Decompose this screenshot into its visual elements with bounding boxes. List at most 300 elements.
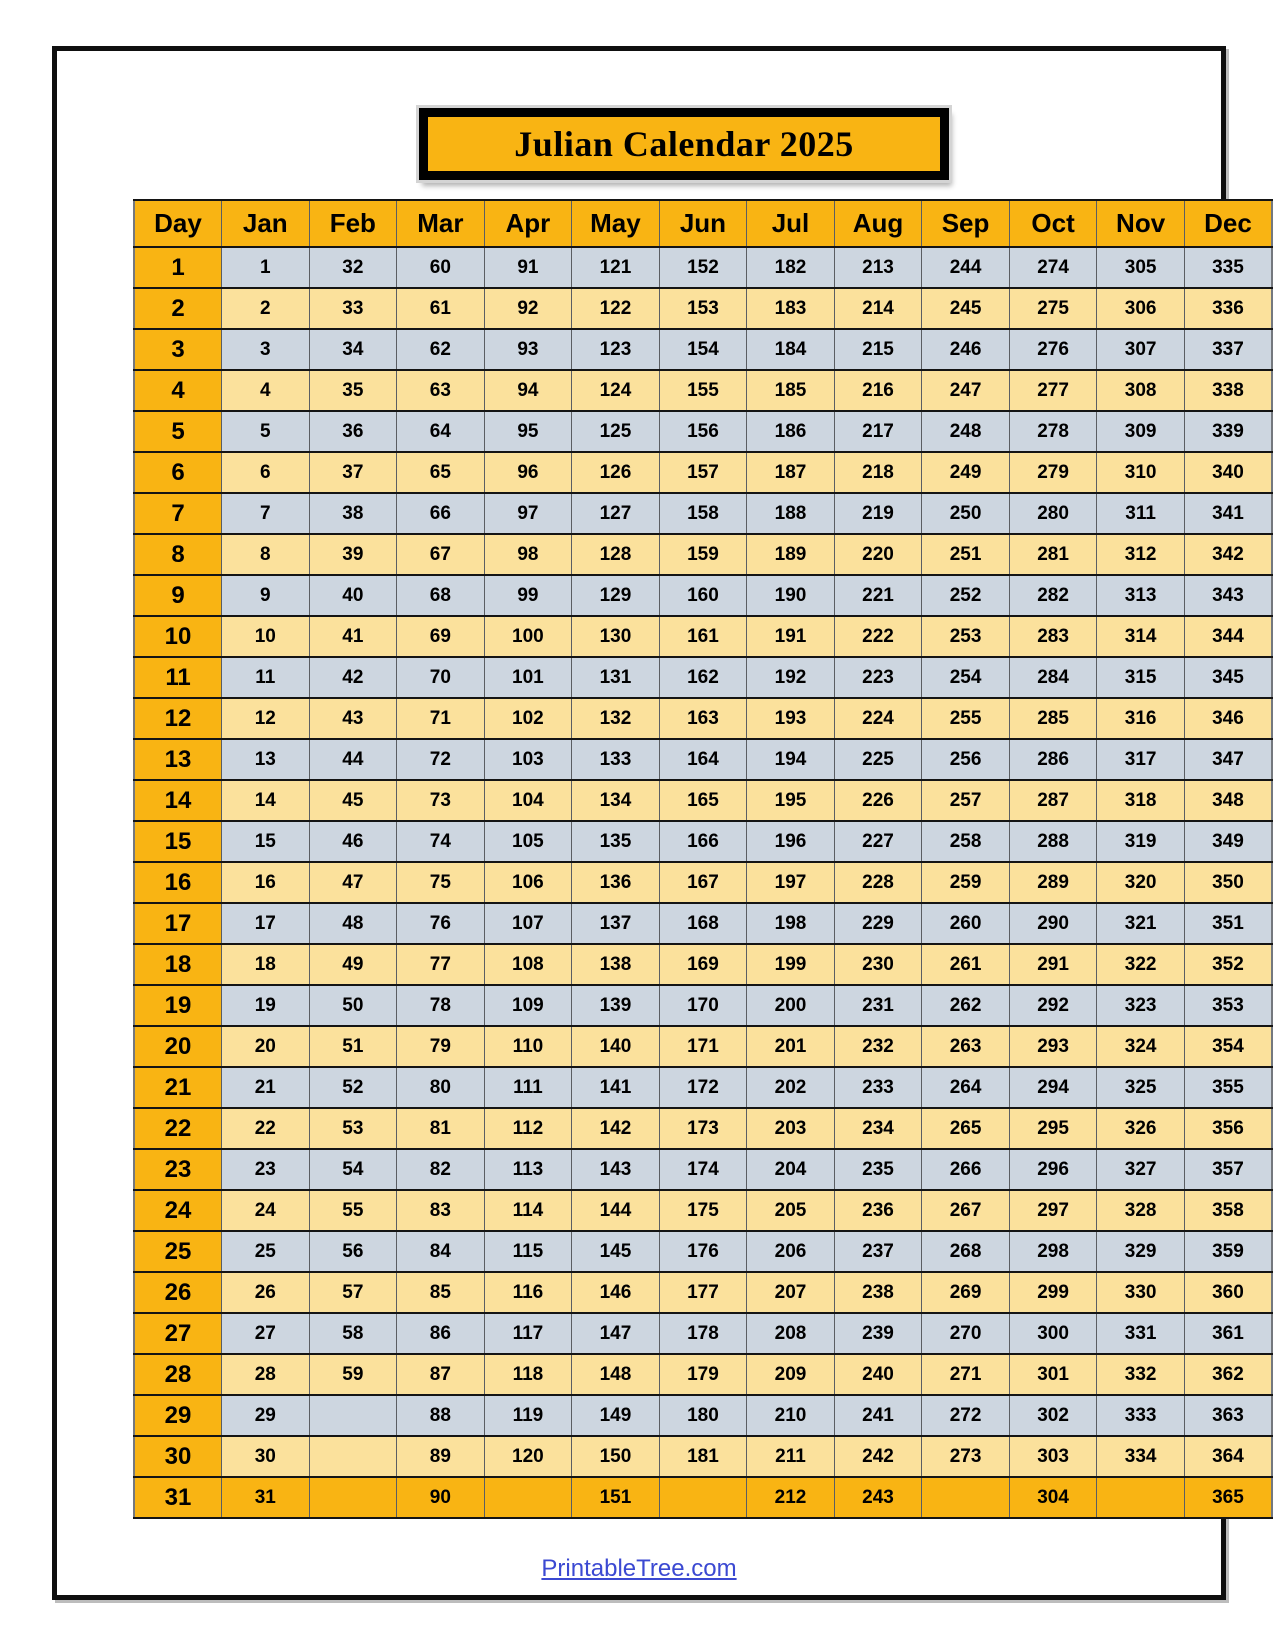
cell-aug-11: 223 <box>834 657 922 698</box>
cell-nov-15: 319 <box>1097 821 1185 862</box>
cell-oct-11: 284 <box>1009 657 1097 698</box>
cell-oct-8: 281 <box>1009 534 1097 575</box>
cell-nov-14: 318 <box>1097 780 1185 821</box>
column-header-jan: Jan <box>222 200 310 247</box>
cell-sep-28: 271 <box>922 1354 1010 1395</box>
cell-apr-11: 101 <box>484 657 572 698</box>
cell-may-6: 126 <box>572 452 660 493</box>
column-header-jul: Jul <box>747 200 835 247</box>
cell-apr-18: 108 <box>484 944 572 985</box>
cell-may-10: 130 <box>572 616 660 657</box>
cell-dec-17: 351 <box>1184 903 1272 944</box>
cell-oct-6: 279 <box>1009 452 1097 493</box>
cell-jan-25: 25 <box>222 1231 310 1272</box>
cell-sep-14: 257 <box>922 780 1010 821</box>
cell-aug-1: 213 <box>834 247 922 288</box>
table-row-day-10 <box>134 616 1272 657</box>
cell-nov-13: 317 <box>1097 739 1185 780</box>
cell-jul-24: 205 <box>747 1190 835 1231</box>
cell-mar-30: 89 <box>397 1436 485 1477</box>
cell-apr-9: 99 <box>484 575 572 616</box>
cell-dec-14: 348 <box>1184 780 1272 821</box>
column-header-dec: Dec <box>1184 200 1272 247</box>
cell-aug-30: 242 <box>834 1436 922 1477</box>
cell-feb-25: 56 <box>309 1231 397 1272</box>
cell-may-30: 150 <box>572 1436 660 1477</box>
cell-jun-27: 178 <box>659 1313 747 1354</box>
cell-aug-14: 226 <box>834 780 922 821</box>
cell-nov-1: 305 <box>1097 247 1185 288</box>
cell-dec-8: 342 <box>1184 534 1272 575</box>
cell-nov-16: 320 <box>1097 862 1185 903</box>
cell-mar-31: 90 <box>397 1477 485 1518</box>
cell-jun-8: 159 <box>659 534 747 575</box>
cell-jul-17: 198 <box>747 903 835 944</box>
cell-jul-26: 207 <box>747 1272 835 1313</box>
cell-apr-5: 95 <box>484 411 572 452</box>
cell-apr-8: 98 <box>484 534 572 575</box>
cell-oct-12: 285 <box>1009 698 1097 739</box>
cell-jul-19: 200 <box>747 985 835 1026</box>
cell-sep-4: 247 <box>922 370 1010 411</box>
cell-mar-12: 71 <box>397 698 485 739</box>
table-row-day-25 <box>134 1231 1272 1272</box>
cell-apr-19: 109 <box>484 985 572 1026</box>
cell-jun-3: 154 <box>659 329 747 370</box>
cell-mar-1: 60 <box>397 247 485 288</box>
cell-jan-8: 8 <box>222 534 310 575</box>
column-header-may: May <box>572 200 660 247</box>
cell-may-12: 132 <box>572 698 660 739</box>
calendar-header-row <box>134 200 1272 247</box>
day-label-29: 29 <box>134 1395 222 1436</box>
cell-feb-9: 40 <box>309 575 397 616</box>
cell-sep-1: 244 <box>922 247 1010 288</box>
table-row-day-21 <box>134 1067 1272 1108</box>
cell-aug-21: 233 <box>834 1067 922 1108</box>
cell-sep-13: 256 <box>922 739 1010 780</box>
table-row-day-6 <box>134 452 1272 493</box>
cell-apr-20: 110 <box>484 1026 572 1067</box>
cell-aug-15: 227 <box>834 821 922 862</box>
cell-jul-2: 183 <box>747 288 835 329</box>
cell-oct-2: 275 <box>1009 288 1097 329</box>
cell-nov-25: 329 <box>1097 1231 1185 1272</box>
cell-may-26: 146 <box>572 1272 660 1313</box>
cell-jan-28: 28 <box>222 1354 310 1395</box>
table-row-day-8 <box>134 534 1272 575</box>
table-row-day-18 <box>134 944 1272 985</box>
cell-nov-7: 311 <box>1097 493 1185 534</box>
day-label-13: 13 <box>134 739 222 780</box>
cell-sep-30: 273 <box>922 1436 1010 1477</box>
cell-nov-11: 315 <box>1097 657 1185 698</box>
column-header-mar: Mar <box>397 200 485 247</box>
cell-oct-7: 280 <box>1009 493 1097 534</box>
cell-nov-17: 321 <box>1097 903 1185 944</box>
cell-mar-9: 68 <box>397 575 485 616</box>
cell-jul-30: 211 <box>747 1436 835 1477</box>
cell-dec-1: 335 <box>1184 247 1272 288</box>
cell-oct-1: 274 <box>1009 247 1097 288</box>
cell-jun-5: 156 <box>659 411 747 452</box>
cell-mar-3: 62 <box>397 329 485 370</box>
cell-sep-24: 267 <box>922 1190 1010 1231</box>
cell-sep-2: 245 <box>922 288 1010 329</box>
cell-jul-7: 188 <box>747 493 835 534</box>
day-label-5: 5 <box>134 411 222 452</box>
cell-oct-30: 303 <box>1009 1436 1097 1477</box>
cell-jan-16: 16 <box>222 862 310 903</box>
cell-jun-23: 174 <box>659 1149 747 1190</box>
page-border-frame <box>52 46 1252 1600</box>
cell-mar-5: 64 <box>397 411 485 452</box>
cell-apr-12: 102 <box>484 698 572 739</box>
cell-may-14: 134 <box>572 780 660 821</box>
cell-sep-26: 269 <box>922 1272 1010 1313</box>
cell-nov-27: 331 <box>1097 1313 1185 1354</box>
cell-nov-12: 316 <box>1097 698 1185 739</box>
cell-mar-23: 82 <box>397 1149 485 1190</box>
cell-feb-13: 44 <box>309 739 397 780</box>
julian-calendar-table <box>133 199 1273 1519</box>
cell-sep-10: 253 <box>922 616 1010 657</box>
cell-aug-4: 216 <box>834 370 922 411</box>
cell-sep-3: 246 <box>922 329 1010 370</box>
cell-aug-29: 241 <box>834 1395 922 1436</box>
cell-dec-26: 360 <box>1184 1272 1272 1313</box>
cell-feb-12: 43 <box>309 698 397 739</box>
cell-feb-1: 32 <box>309 247 397 288</box>
cell-oct-19: 292 <box>1009 985 1097 1026</box>
day-label-25: 25 <box>134 1231 222 1272</box>
cell-feb-11: 42 <box>309 657 397 698</box>
cell-jun-17: 168 <box>659 903 747 944</box>
day-label-23: 23 <box>134 1149 222 1190</box>
cell-dec-7: 341 <box>1184 493 1272 534</box>
day-label-28: 28 <box>134 1354 222 1395</box>
cell-dec-10: 344 <box>1184 616 1272 657</box>
table-row-day-30 <box>134 1436 1272 1477</box>
cell-jul-22: 203 <box>747 1108 835 1149</box>
cell-may-31: 151 <box>572 1477 660 1518</box>
cell-dec-12: 346 <box>1184 698 1272 739</box>
cell-jul-25: 206 <box>747 1231 835 1272</box>
cell-mar-22: 81 <box>397 1108 485 1149</box>
cell-nov-23: 327 <box>1097 1149 1185 1190</box>
cell-mar-7: 66 <box>397 493 485 534</box>
cell-apr-2: 92 <box>484 288 572 329</box>
cell-mar-11: 70 <box>397 657 485 698</box>
cell-apr-7: 97 <box>484 493 572 534</box>
cell-jul-21: 202 <box>747 1067 835 1108</box>
cell-sep-21: 264 <box>922 1067 1010 1108</box>
cell-sep-31 <box>922 1477 1010 1518</box>
cell-dec-22: 356 <box>1184 1108 1272 1149</box>
cell-aug-2: 214 <box>834 288 922 329</box>
cell-mar-6: 65 <box>397 452 485 493</box>
cell-jul-5: 186 <box>747 411 835 452</box>
cell-nov-9: 313 <box>1097 575 1185 616</box>
cell-jun-29: 180 <box>659 1395 747 1436</box>
day-label-2: 2 <box>134 288 222 329</box>
cell-apr-14: 104 <box>484 780 572 821</box>
cell-aug-31: 243 <box>834 1477 922 1518</box>
cell-aug-6: 218 <box>834 452 922 493</box>
cell-jan-22: 22 <box>222 1108 310 1149</box>
cell-feb-16: 47 <box>309 862 397 903</box>
cell-sep-25: 268 <box>922 1231 1010 1272</box>
cell-sep-20: 263 <box>922 1026 1010 1067</box>
cell-dec-16: 350 <box>1184 862 1272 903</box>
day-label-15: 15 <box>134 821 222 862</box>
cell-dec-20: 354 <box>1184 1026 1272 1067</box>
cell-jan-17: 17 <box>222 903 310 944</box>
cell-apr-30: 120 <box>484 1436 572 1477</box>
cell-jan-2: 2 <box>222 288 310 329</box>
cell-sep-19: 262 <box>922 985 1010 1026</box>
cell-may-22: 142 <box>572 1108 660 1149</box>
cell-jul-14: 195 <box>747 780 835 821</box>
title-banner <box>419 108 949 180</box>
cell-apr-25: 115 <box>484 1231 572 1272</box>
cell-jan-24: 24 <box>222 1190 310 1231</box>
cell-oct-14: 287 <box>1009 780 1097 821</box>
cell-jul-13: 194 <box>747 739 835 780</box>
cell-nov-4: 308 <box>1097 370 1185 411</box>
table-row-day-27 <box>134 1313 1272 1354</box>
cell-sep-11: 254 <box>922 657 1010 698</box>
table-row-day-9 <box>134 575 1272 616</box>
cell-dec-27: 361 <box>1184 1313 1272 1354</box>
table-row-day-29 <box>134 1395 1272 1436</box>
cell-dec-31: 365 <box>1184 1477 1272 1518</box>
day-label-3: 3 <box>134 329 222 370</box>
cell-dec-15: 349 <box>1184 821 1272 862</box>
table-row-day-5 <box>134 411 1272 452</box>
cell-feb-29 <box>309 1395 397 1436</box>
cell-jan-30: 30 <box>222 1436 310 1477</box>
cell-nov-26: 330 <box>1097 1272 1185 1313</box>
cell-oct-31: 304 <box>1009 1477 1097 1518</box>
cell-oct-23: 296 <box>1009 1149 1097 1190</box>
cell-apr-17: 107 <box>484 903 572 944</box>
cell-nov-28: 332 <box>1097 1354 1185 1395</box>
cell-jul-28: 209 <box>747 1354 835 1395</box>
cell-may-23: 143 <box>572 1149 660 1190</box>
cell-may-1: 121 <box>572 247 660 288</box>
cell-jul-9: 190 <box>747 575 835 616</box>
cell-jun-9: 160 <box>659 575 747 616</box>
cell-jan-12: 12 <box>222 698 310 739</box>
cell-jul-3: 184 <box>747 329 835 370</box>
day-label-30: 30 <box>134 1436 222 1477</box>
cell-nov-30: 334 <box>1097 1436 1185 1477</box>
cell-feb-5: 36 <box>309 411 397 452</box>
cell-feb-15: 46 <box>309 821 397 862</box>
cell-mar-26: 85 <box>397 1272 485 1313</box>
cell-jun-21: 172 <box>659 1067 747 1108</box>
table-row-day-22 <box>134 1108 1272 1149</box>
cell-oct-21: 294 <box>1009 1067 1097 1108</box>
cell-feb-8: 39 <box>309 534 397 575</box>
day-label-21: 21 <box>134 1067 222 1108</box>
cell-apr-24: 114 <box>484 1190 572 1231</box>
cell-sep-29: 272 <box>922 1395 1010 1436</box>
cell-mar-18: 77 <box>397 944 485 985</box>
cell-jun-30: 181 <box>659 1436 747 1477</box>
cell-sep-6: 249 <box>922 452 1010 493</box>
cell-apr-3: 93 <box>484 329 572 370</box>
cell-mar-4: 63 <box>397 370 485 411</box>
cell-feb-10: 41 <box>309 616 397 657</box>
printabletree-link[interactable]: PrintableTree.com <box>541 1555 737 1582</box>
cell-jan-9: 9 <box>222 575 310 616</box>
cell-jun-4: 155 <box>659 370 747 411</box>
day-label-11: 11 <box>134 657 222 698</box>
cell-sep-23: 266 <box>922 1149 1010 1190</box>
cell-jan-4: 4 <box>222 370 310 411</box>
cell-mar-21: 80 <box>397 1067 485 1108</box>
cell-aug-8: 220 <box>834 534 922 575</box>
cell-aug-18: 230 <box>834 944 922 985</box>
cell-aug-13: 225 <box>834 739 922 780</box>
table-row-day-3 <box>134 329 1272 370</box>
cell-oct-26: 299 <box>1009 1272 1097 1313</box>
table-row-day-4 <box>134 370 1272 411</box>
cell-dec-30: 364 <box>1184 1436 1272 1477</box>
table-row-day-16 <box>134 862 1272 903</box>
cell-jun-31 <box>659 1477 747 1518</box>
cell-may-17: 137 <box>572 903 660 944</box>
cell-nov-2: 306 <box>1097 288 1185 329</box>
cell-feb-19: 50 <box>309 985 397 1026</box>
cell-nov-6: 310 <box>1097 452 1185 493</box>
cell-jul-12: 193 <box>747 698 835 739</box>
cell-aug-16: 228 <box>834 862 922 903</box>
cell-feb-26: 57 <box>309 1272 397 1313</box>
cell-sep-7: 250 <box>922 493 1010 534</box>
day-label-14: 14 <box>134 780 222 821</box>
cell-apr-28: 118 <box>484 1354 572 1395</box>
cell-oct-22: 295 <box>1009 1108 1097 1149</box>
cell-dec-29: 363 <box>1184 1395 1272 1436</box>
cell-may-3: 123 <box>572 329 660 370</box>
table-row-day-15 <box>134 821 1272 862</box>
cell-nov-3: 307 <box>1097 329 1185 370</box>
cell-sep-5: 248 <box>922 411 1010 452</box>
cell-jul-15: 196 <box>747 821 835 862</box>
cell-oct-16: 289 <box>1009 862 1097 903</box>
cell-aug-7: 219 <box>834 493 922 534</box>
cell-dec-2: 336 <box>1184 288 1272 329</box>
cell-jul-4: 185 <box>747 370 835 411</box>
column-header-nov: Nov <box>1097 200 1185 247</box>
cell-apr-10: 100 <box>484 616 572 657</box>
cell-may-11: 131 <box>572 657 660 698</box>
cell-jan-27: 27 <box>222 1313 310 1354</box>
cell-apr-16: 106 <box>484 862 572 903</box>
cell-feb-21: 52 <box>309 1067 397 1108</box>
cell-aug-20: 232 <box>834 1026 922 1067</box>
cell-mar-28: 87 <box>397 1354 485 1395</box>
cell-oct-10: 283 <box>1009 616 1097 657</box>
cell-jul-31: 212 <box>747 1477 835 1518</box>
cell-nov-5: 309 <box>1097 411 1185 452</box>
cell-jun-6: 157 <box>659 452 747 493</box>
column-header-aug: Aug <box>834 200 922 247</box>
cell-nov-21: 325 <box>1097 1067 1185 1108</box>
cell-may-5: 125 <box>572 411 660 452</box>
cell-jul-8: 189 <box>747 534 835 575</box>
cell-oct-13: 286 <box>1009 739 1097 780</box>
cell-jan-1: 1 <box>222 247 310 288</box>
cell-feb-28: 59 <box>309 1354 397 1395</box>
cell-sep-15: 258 <box>922 821 1010 862</box>
cell-jul-11: 192 <box>747 657 835 698</box>
cell-oct-24: 297 <box>1009 1190 1097 1231</box>
cell-aug-19: 231 <box>834 985 922 1026</box>
cell-dec-25: 359 <box>1184 1231 1272 1272</box>
cell-may-29: 149 <box>572 1395 660 1436</box>
cell-nov-8: 312 <box>1097 534 1185 575</box>
cell-may-27: 147 <box>572 1313 660 1354</box>
cell-jun-14: 165 <box>659 780 747 821</box>
cell-apr-1: 91 <box>484 247 572 288</box>
cell-dec-9: 343 <box>1184 575 1272 616</box>
table-row-day-11 <box>134 657 1272 698</box>
cell-may-28: 148 <box>572 1354 660 1395</box>
cell-jun-20: 171 <box>659 1026 747 1067</box>
day-label-9: 9 <box>134 575 222 616</box>
cell-jul-1: 182 <box>747 247 835 288</box>
cell-mar-17: 76 <box>397 903 485 944</box>
cell-sep-12: 255 <box>922 698 1010 739</box>
cell-dec-18: 352 <box>1184 944 1272 985</box>
cell-aug-25: 237 <box>834 1231 922 1272</box>
cell-jan-20: 20 <box>222 1026 310 1067</box>
cell-feb-18: 49 <box>309 944 397 985</box>
cell-feb-20: 51 <box>309 1026 397 1067</box>
cell-oct-17: 290 <box>1009 903 1097 944</box>
cell-oct-3: 276 <box>1009 329 1097 370</box>
cell-apr-15: 105 <box>484 821 572 862</box>
day-label-4: 4 <box>134 370 222 411</box>
cell-mar-16: 75 <box>397 862 485 903</box>
cell-may-20: 140 <box>572 1026 660 1067</box>
cell-sep-18: 261 <box>922 944 1010 985</box>
cell-sep-27: 270 <box>922 1313 1010 1354</box>
cell-nov-24: 328 <box>1097 1190 1185 1231</box>
cell-apr-22: 112 <box>484 1108 572 1149</box>
cell-jun-26: 177 <box>659 1272 747 1313</box>
cell-aug-23: 235 <box>834 1149 922 1190</box>
cell-nov-29: 333 <box>1097 1395 1185 1436</box>
day-label-18: 18 <box>134 944 222 985</box>
cell-dec-24: 358 <box>1184 1190 1272 1231</box>
cell-sep-8: 251 <box>922 534 1010 575</box>
day-label-31: 31 <box>134 1477 222 1518</box>
cell-jan-10: 10 <box>222 616 310 657</box>
cell-jul-18: 199 <box>747 944 835 985</box>
cell-may-25: 145 <box>572 1231 660 1272</box>
cell-dec-6: 340 <box>1184 452 1272 493</box>
day-label-19: 19 <box>134 985 222 1026</box>
cell-may-9: 129 <box>572 575 660 616</box>
table-row-day-24 <box>134 1190 1272 1231</box>
cell-jan-11: 11 <box>222 657 310 698</box>
cell-oct-18: 291 <box>1009 944 1097 985</box>
